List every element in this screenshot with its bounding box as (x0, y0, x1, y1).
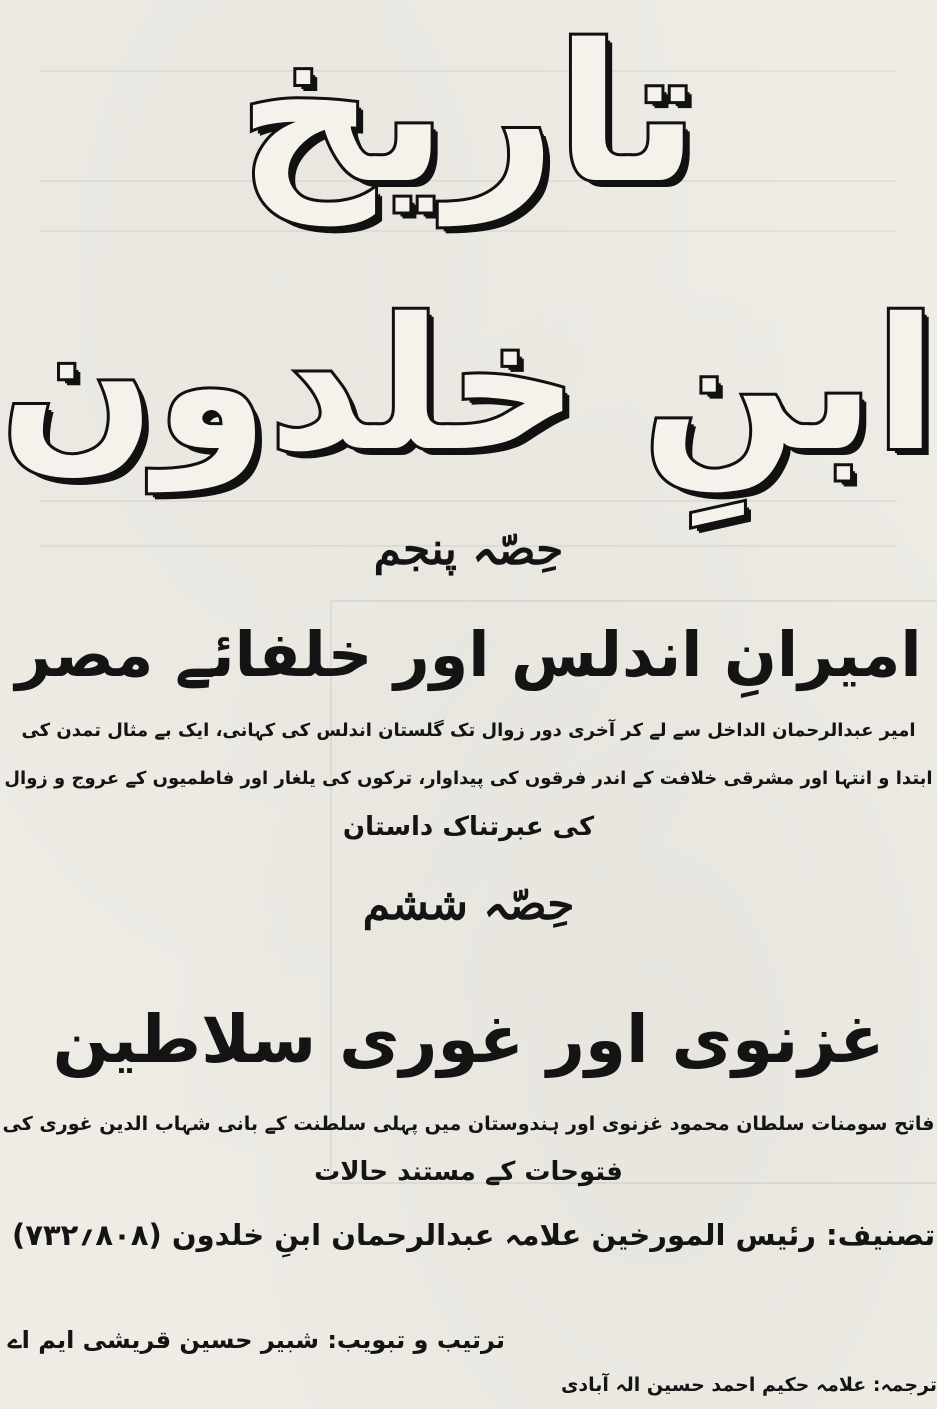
arrangement-credit: ترتیب و تبویب: شبیر حسین قریشی ایم اے (7, 1326, 505, 1354)
volume-five-description-line: ابتدا و انتہا اور مشرقی خلافت کے اندر فرقوں کی پیداوار، ترکوں کی یلغار اور فاطمیوں کے عروج و زوال (4, 768, 933, 789)
author-credit: تصنیف: رئیس المورخین علامہ عبدالرحمان ابنِ خلدون (۸۰۸؍۷۳۲) (12, 1218, 936, 1252)
volume-six-heading: غزنوی اور غوری سلاطین (52, 1001, 885, 1078)
volume-five-description-line: امیر عبدالرحمان الداخل سے لے کر آخری دور زوال تک گلستان اندلس کی کہانی، ایک بے مثال تمدن کی (21, 720, 916, 741)
volume-six-label: حِصّہ ششم (362, 879, 575, 930)
book-title-line-2: ابنِ خلدون (0, 279, 937, 491)
book-title-line-1: تاریخ (238, 4, 699, 225)
volume-five-label: حِصّہ پنجم (373, 524, 564, 575)
translator-credit: ترجمہ: علامہ حکیم احمد حسین الہ آبادی (560, 1374, 937, 1396)
show-through-line (40, 230, 897, 232)
volume-five-description-line: کی عبرتناک داستان (342, 812, 595, 842)
volume-six-description-line: فتوحات کے مستند حالات (314, 1157, 623, 1187)
volume-six-description-line: فاتح سومنات سلطان محمود غزنوی اور ہندوستان میں پہلی سلطنت کے بانی شہاب الدین غوری کی (2, 1113, 935, 1135)
volume-five-heading: امیرانِ اندلس اور خلفائے مصر (15, 618, 922, 691)
